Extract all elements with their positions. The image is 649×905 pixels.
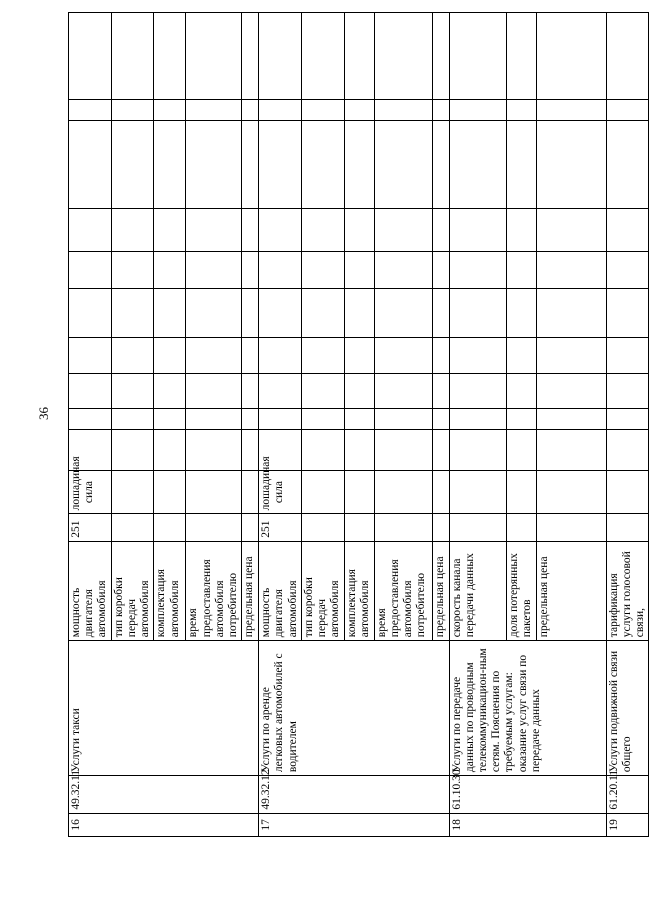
requirements-table <box>68 12 649 837</box>
value-cell <box>259 100 302 120</box>
value-cell <box>154 289 186 338</box>
value-cell <box>242 251 259 289</box>
okei-code <box>606 514 649 541</box>
value-cell <box>432 374 449 409</box>
value-cell <box>374 120 432 208</box>
value-cell <box>69 208 112 251</box>
okei-code <box>449 514 506 541</box>
value-cell <box>536 430 606 471</box>
row-number: 19 <box>606 813 649 836</box>
okei-code <box>506 514 536 541</box>
value-cell <box>242 430 259 471</box>
value-cell <box>432 408 449 429</box>
value-cell <box>154 208 186 251</box>
value-cell <box>536 208 606 251</box>
value-cell <box>259 289 302 338</box>
unit-name <box>111 470 154 514</box>
value-cell <box>606 289 649 338</box>
service-name: Услуги по аренде легковых автомобилей с водителем <box>259 641 449 776</box>
okei-code <box>111 514 154 541</box>
value-cell <box>374 289 432 338</box>
value-cell <box>606 337 649 374</box>
characteristic: время предоставления автомобиля потребителю <box>374 541 432 640</box>
value-cell <box>606 13 649 100</box>
value-cell <box>506 100 536 120</box>
unit-name <box>536 470 606 514</box>
value-cell <box>536 289 606 338</box>
value-cell <box>301 208 344 251</box>
value-cell <box>449 337 506 374</box>
value-cell <box>344 374 374 409</box>
value-cell <box>606 251 649 289</box>
value-cell <box>154 374 186 409</box>
value-cell <box>69 374 112 409</box>
value-cell <box>344 13 374 100</box>
value-cell <box>154 408 186 429</box>
value-cell <box>242 337 259 374</box>
value-cell <box>344 251 374 289</box>
value-cell <box>111 120 154 208</box>
characteristic: тарификация услуги голосовой связи, <box>606 541 649 640</box>
value-cell <box>186 408 242 429</box>
value-cell <box>344 430 374 471</box>
okpd-code: 61.20.11 <box>606 776 649 814</box>
value-cell <box>449 430 506 471</box>
characteristic: скорость канала передачи данных <box>449 541 506 640</box>
value-cell <box>344 208 374 251</box>
value-cell <box>186 337 242 374</box>
value-cell <box>111 374 154 409</box>
value-cell <box>259 13 302 100</box>
value-cell <box>449 408 506 429</box>
value-cell <box>344 120 374 208</box>
okei-code: 251 <box>69 514 112 541</box>
row-number: 18 <box>449 813 606 836</box>
value-cell <box>186 374 242 409</box>
value-cell <box>606 430 649 471</box>
value-cell <box>344 289 374 338</box>
value-cell <box>301 430 344 471</box>
value-cell <box>186 289 242 338</box>
value-cell <box>536 120 606 208</box>
value-cell <box>242 13 259 100</box>
value-cell <box>432 430 449 471</box>
value-cell <box>606 408 649 429</box>
value-cell <box>449 208 506 251</box>
value-cell <box>449 374 506 409</box>
row-number: 16 <box>69 813 259 836</box>
value-cell <box>449 13 506 100</box>
value-cell <box>536 13 606 100</box>
value-cell <box>344 337 374 374</box>
value-cell <box>606 120 649 208</box>
value-cell <box>111 100 154 120</box>
unit-name <box>432 470 449 514</box>
value-cell <box>506 430 536 471</box>
okei-code <box>432 514 449 541</box>
value-cell <box>374 408 432 429</box>
value-cell <box>111 408 154 429</box>
okei-code <box>301 514 344 541</box>
value-cell <box>259 337 302 374</box>
value-cell <box>374 13 432 100</box>
value-cell <box>301 289 344 338</box>
value-cell <box>186 100 242 120</box>
unit-name <box>449 470 506 514</box>
value-cell <box>111 13 154 100</box>
service-name: Услуги подвижной связи общего <box>606 641 649 776</box>
unit-name <box>186 470 242 514</box>
value-cell <box>301 408 344 429</box>
value-cell <box>449 120 506 208</box>
value-cell <box>536 374 606 409</box>
value-cell <box>69 289 112 338</box>
unit-name <box>506 470 536 514</box>
characteristic: предельная цена <box>432 541 449 640</box>
value-cell <box>344 408 374 429</box>
value-cell <box>606 374 649 409</box>
okei-code <box>374 514 432 541</box>
value-cell <box>69 120 112 208</box>
value-cell <box>259 408 302 429</box>
characteristic: предельная цена <box>242 541 259 640</box>
value-cell <box>449 100 506 120</box>
okpd-code: 61.10.30 <box>449 776 606 814</box>
value-cell <box>506 289 536 338</box>
okpd-code: 49.32.11 <box>69 776 259 814</box>
value-cell <box>506 251 536 289</box>
value-cell <box>242 374 259 409</box>
value-cell <box>432 13 449 100</box>
value-cell <box>606 208 649 251</box>
unit-name <box>242 470 259 514</box>
value-cell <box>154 13 186 100</box>
value-cell <box>432 120 449 208</box>
value-cell <box>301 13 344 100</box>
value-cell <box>111 251 154 289</box>
row-number: 17 <box>259 813 449 836</box>
value-cell <box>154 100 186 120</box>
value-cell <box>69 337 112 374</box>
value-cell <box>449 251 506 289</box>
value-cell <box>536 408 606 429</box>
value-cell <box>111 289 154 338</box>
value-cell <box>242 289 259 338</box>
value-cell <box>374 208 432 251</box>
characteristic: доля потерянных пакетов <box>506 541 536 640</box>
value-cell <box>374 100 432 120</box>
value-cell <box>111 337 154 374</box>
value-cell <box>69 100 112 120</box>
value-cell <box>69 408 112 429</box>
value-cell <box>506 13 536 100</box>
value-cell <box>344 100 374 120</box>
unit-name: лошадиная сила <box>259 470 302 514</box>
okpd-code: 49.32.12 <box>259 776 449 814</box>
value-cell <box>186 208 242 251</box>
characteristic: тип коробки передач автомобиля <box>301 541 344 640</box>
unit-name <box>154 470 186 514</box>
unit-name <box>606 470 649 514</box>
value-cell <box>301 374 344 409</box>
value-cell <box>432 208 449 251</box>
value-cell <box>536 337 606 374</box>
value-cell <box>259 120 302 208</box>
value-cell <box>242 208 259 251</box>
unit-name: лошадиная сила <box>69 470 112 514</box>
value-cell <box>154 251 186 289</box>
value-cell <box>186 430 242 471</box>
value-cell <box>374 430 432 471</box>
value-cell <box>432 100 449 120</box>
unit-name <box>344 470 374 514</box>
value-cell <box>506 120 536 208</box>
characteristic: предельная цена <box>536 541 606 640</box>
value-cell <box>242 120 259 208</box>
unit-name <box>374 470 432 514</box>
value-cell <box>186 251 242 289</box>
value-cell <box>374 251 432 289</box>
value-cell <box>154 120 186 208</box>
value-cell <box>186 13 242 100</box>
value-cell <box>374 374 432 409</box>
characteristic: тип коробки передач автомобиля <box>111 541 154 640</box>
value-cell <box>536 251 606 289</box>
okei-code <box>536 514 606 541</box>
okei-code <box>186 514 242 541</box>
value-cell <box>186 120 242 208</box>
value-cell <box>301 251 344 289</box>
value-cell <box>154 430 186 471</box>
value-cell <box>506 374 536 409</box>
value-cell <box>259 374 302 409</box>
okei-code <box>344 514 374 541</box>
value-cell <box>111 430 154 471</box>
value-cell <box>506 337 536 374</box>
okei-code: 251 <box>259 514 302 541</box>
value-cell <box>506 208 536 251</box>
characteristic: комплектация автомобиля <box>344 541 374 640</box>
value-cell <box>301 120 344 208</box>
characteristic: комплектация автомобиля <box>154 541 186 640</box>
value-cell <box>432 289 449 338</box>
value-cell <box>69 13 112 100</box>
characteristic: мощность двигателя автомобиля <box>69 541 112 640</box>
value-cell <box>259 251 302 289</box>
value-cell <box>242 100 259 120</box>
value-cell <box>432 251 449 289</box>
value-cell <box>154 337 186 374</box>
okei-code <box>242 514 259 541</box>
characteristic: мощность двигателя автомобиля <box>259 541 302 640</box>
value-cell <box>242 408 259 429</box>
unit-name <box>301 470 344 514</box>
page-number: 36 <box>36 407 51 420</box>
value-cell <box>432 337 449 374</box>
value-cell <box>111 208 154 251</box>
value-cell <box>606 100 649 120</box>
value-cell <box>506 408 536 429</box>
value-cell <box>301 337 344 374</box>
value-cell <box>449 289 506 338</box>
service-name: Услуги по передаче данных по проводным телекоммуникацион-ным сетям. Пояснения по требуемым услугам: оказание услуг связи по передаче данных <box>449 641 606 776</box>
okei-code <box>154 514 186 541</box>
characteristic: время предоставления автомобиля потребителю <box>186 541 242 640</box>
value-cell <box>301 100 344 120</box>
value-cell <box>69 251 112 289</box>
service-name: Услуги такси <box>69 641 259 776</box>
value-cell <box>374 337 432 374</box>
value-cell <box>536 100 606 120</box>
value-cell <box>259 208 302 251</box>
